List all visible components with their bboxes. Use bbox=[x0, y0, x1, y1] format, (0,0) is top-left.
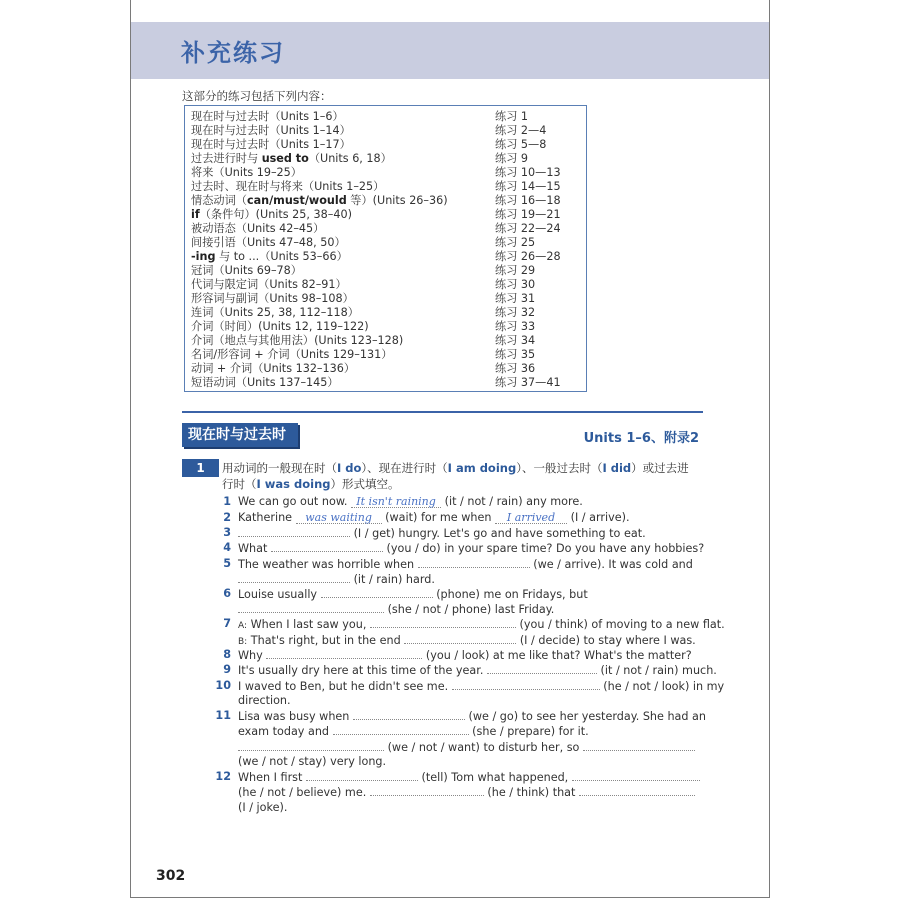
contents-exercise-ref: 练习 37—41 bbox=[495, 376, 561, 389]
contents-keyword: can/must/would bbox=[246, 194, 347, 207]
question-number: 8 bbox=[223, 648, 231, 661]
answer-blank[interactable] bbox=[452, 678, 600, 690]
question-text: (you / do) in your spare time? Do you have any hobbies? bbox=[386, 542, 705, 555]
question-text: (he / not / look) in my bbox=[603, 680, 725, 693]
contents-topic bbox=[191, 180, 384, 194]
question-number: 12 bbox=[215, 770, 231, 783]
contents-text: 过去进行时与 bbox=[191, 152, 262, 165]
answer-blank[interactable] bbox=[238, 571, 350, 583]
instr-text: ）或过去进 bbox=[631, 461, 689, 475]
contents-text: 情态动词（ bbox=[191, 194, 247, 207]
question-text: (phone) me on Fridays, but bbox=[436, 588, 588, 601]
answer-blank[interactable] bbox=[418, 556, 530, 568]
contents-topic bbox=[191, 376, 339, 390]
contents-exercise-ref: 练习 19—21 bbox=[495, 208, 561, 221]
contents-topic bbox=[191, 306, 359, 320]
answer-blank[interactable] bbox=[266, 647, 422, 659]
answer-blank[interactable] bbox=[579, 784, 695, 796]
question-number: 2 bbox=[223, 511, 231, 524]
answer-blank[interactable] bbox=[572, 769, 700, 781]
contents-text: （条件句）(Units 25, 38–40) bbox=[199, 208, 352, 221]
contents-text: 介词（时间）(Units 12, 119–122) bbox=[191, 320, 369, 333]
contents-text: 现在时与过去时（Units 1–6） bbox=[191, 110, 344, 123]
contents-exercise-ref: 练习 31 bbox=[495, 292, 536, 305]
question-text: Katherine bbox=[238, 511, 293, 524]
question-text: direction. bbox=[238, 694, 291, 707]
instr-example: I am doing bbox=[447, 461, 517, 475]
speaker-label: A: bbox=[238, 621, 248, 631]
question-number: 3 bbox=[223, 526, 231, 539]
question-text: (I / get) hungry. Let's go and have something to eat. bbox=[353, 527, 646, 540]
question-text: Why bbox=[238, 649, 263, 662]
question-text: exam today and bbox=[238, 725, 330, 738]
contents-exercise-ref: 练习 5—8 bbox=[495, 138, 547, 151]
question-text: (we / not / want) to disturb her, so bbox=[387, 741, 580, 754]
question-text: (you / think) of moving to a new flat. bbox=[519, 618, 725, 631]
answer-blank[interactable] bbox=[271, 540, 383, 552]
contents-topic bbox=[191, 264, 302, 278]
question-text: (it / rain) hard. bbox=[353, 573, 435, 586]
answer-blank[interactable] bbox=[238, 601, 384, 613]
question-text: We can go out now. bbox=[238, 495, 348, 508]
contents-topic bbox=[191, 250, 348, 264]
book-page bbox=[130, 0, 770, 898]
question-number: 1 bbox=[223, 495, 231, 508]
question-text: (I / decide) to stay where I was. bbox=[519, 634, 696, 647]
question-text: It's usually dry here at this time of the year. bbox=[238, 664, 484, 677]
contents-topic bbox=[191, 222, 324, 236]
contents-topic bbox=[191, 320, 369, 334]
question-text: (we / arrive). It was cold and bbox=[533, 558, 693, 571]
contents-table bbox=[184, 105, 587, 392]
answer-blank[interactable] bbox=[583, 739, 695, 751]
question-number: 9 bbox=[223, 663, 231, 676]
answer-blank[interactable] bbox=[404, 632, 516, 644]
question-text: That's right, but in the end bbox=[250, 634, 401, 647]
question-text: (we / go) to see her yesterday. She had an bbox=[468, 710, 707, 723]
question-text: (he / not / believe) me. bbox=[238, 786, 367, 799]
contents-text: 形容词与副词（Units 98–108） bbox=[191, 292, 354, 305]
speaker-label: B: bbox=[238, 637, 248, 647]
contents-keyword: if bbox=[191, 208, 200, 221]
exercise-number: 1 bbox=[182, 459, 219, 477]
contents-exercise-ref: 练习 26—28 bbox=[495, 250, 561, 263]
contents-exercise-ref: 练习 16—18 bbox=[495, 194, 561, 207]
contents-text: 介词（地点与其他用法）(Units 123–128) bbox=[191, 334, 404, 347]
section-units: Units 1–6、附录2 bbox=[583, 431, 699, 446]
answer-blank[interactable] bbox=[306, 769, 418, 781]
question-text: When I first bbox=[238, 771, 303, 784]
intro-text: 这部分的练习包括下列内容： bbox=[182, 89, 332, 103]
question-text: When I last saw you, bbox=[250, 618, 367, 631]
question-text: Lisa was busy when bbox=[238, 710, 350, 723]
contents-exercise-ref: 练习 33 bbox=[495, 320, 536, 333]
answer-blank[interactable]: It isn't raining bbox=[351, 496, 441, 508]
question-text: The weather was horrible when bbox=[238, 558, 415, 571]
instr-text: ）、一般过去时（ bbox=[516, 461, 603, 475]
question-text: (we / not / stay) very long. bbox=[238, 755, 387, 768]
contents-text: 等）(Units 26–36) bbox=[346, 194, 448, 207]
contents-topic bbox=[191, 278, 347, 292]
question-text: (she / prepare) for it. bbox=[472, 725, 589, 738]
contents-exercise-ref: 练习 10—13 bbox=[495, 166, 561, 179]
contents-topic bbox=[191, 166, 302, 180]
contents-exercise-ref: 练习 25 bbox=[495, 236, 536, 249]
contents-exercise-ref: 练习 34 bbox=[495, 334, 536, 347]
contents-keyword: used to bbox=[261, 152, 309, 165]
answer-blank[interactable] bbox=[321, 586, 433, 598]
instr-text: 行时（ bbox=[222, 477, 257, 491]
contents-exercise-ref: 练习 1 bbox=[495, 110, 529, 123]
instr-text: 用动词的一般现在时（ bbox=[222, 461, 337, 475]
contents-exercise-ref: 练习 14—15 bbox=[495, 180, 561, 193]
answer-blank[interactable] bbox=[370, 616, 516, 628]
answer-blank[interactable] bbox=[238, 739, 384, 751]
answer-blank[interactable]: I arrived bbox=[495, 512, 567, 524]
contents-exercise-ref: 练习 22—24 bbox=[495, 222, 561, 235]
contents-topic bbox=[191, 236, 346, 250]
question-number: 11 bbox=[215, 709, 231, 722]
question-number: 6 bbox=[223, 587, 231, 600]
contents-text: 现在时与过去时（Units 1–17） bbox=[191, 138, 351, 151]
section-title: 现在时与过去时 bbox=[182, 423, 298, 447]
contents-text: 间接引语（Units 47–48, 50） bbox=[191, 236, 346, 249]
page-number: 302 bbox=[156, 868, 186, 884]
contents-exercise-ref: 练习 9 bbox=[495, 152, 529, 165]
answer-blank[interactable] bbox=[333, 723, 469, 735]
contents-topic bbox=[191, 334, 403, 348]
contents-text: 名词/形容词 + 介词（Units 129–131） bbox=[191, 348, 393, 361]
contents-text: 代词与限定词（Units 82–91） bbox=[191, 278, 347, 291]
answer-blank[interactable] bbox=[353, 708, 465, 720]
contents-text: 现在时与过去时（Units 1–14） bbox=[191, 124, 351, 137]
contents-text: 过去时、现在时与将来（Units 1–25） bbox=[191, 180, 385, 193]
page-title: 补充练习 bbox=[181, 39, 285, 67]
contents-topic bbox=[191, 194, 448, 208]
contents-topic bbox=[191, 292, 354, 306]
question-text: (you / look) at me like that? What's the matter? bbox=[425, 649, 692, 662]
question-text: (tell) Tom what happened, bbox=[421, 771, 569, 784]
instr-text: ）形式填空。 bbox=[330, 477, 400, 491]
contents-topic bbox=[191, 362, 355, 376]
contents-text: 将来（Units 19–25） bbox=[191, 166, 302, 179]
contents-exercise-ref: 练习 35 bbox=[495, 348, 536, 361]
answer-blank[interactable] bbox=[487, 662, 597, 674]
contents-topic bbox=[191, 110, 344, 124]
question-text: What bbox=[238, 542, 268, 555]
contents-exercise-ref: 练习 36 bbox=[495, 362, 536, 375]
contents-text: 动词 + 介词（Units 132–136） bbox=[191, 362, 356, 375]
answer-blank[interactable]: was waiting bbox=[296, 512, 382, 524]
instr-text: ）、现在进行时（ bbox=[361, 461, 448, 475]
contents-topic bbox=[191, 138, 351, 152]
section-divider bbox=[182, 411, 703, 413]
contents-keyword: -ing bbox=[191, 250, 216, 263]
question-text: (wait) for me when bbox=[385, 511, 492, 524]
question-text: (he / think) that bbox=[487, 786, 576, 799]
contents-text: 被动语态（Units 42–45） bbox=[191, 222, 325, 235]
instr-example: I did bbox=[602, 461, 632, 475]
exercise-instructions bbox=[222, 460, 702, 492]
question-text: (she / not / phone) last Friday. bbox=[387, 603, 555, 616]
contents-topic bbox=[191, 208, 352, 222]
question-text: I waved to Ben, but he didn't see me. bbox=[238, 680, 449, 693]
instr-example: I was doing bbox=[256, 477, 331, 491]
contents-exercise-ref: 练习 32 bbox=[495, 306, 536, 319]
contents-topic bbox=[191, 152, 392, 166]
header-band bbox=[131, 22, 769, 79]
contents-topic bbox=[191, 348, 392, 362]
question-text: Louise usually bbox=[238, 588, 318, 601]
question-text: (it / not / rain) any more. bbox=[444, 495, 583, 508]
question-text: (I / joke). bbox=[238, 801, 288, 814]
contents-text: 与 to ...（Units 53–66） bbox=[215, 250, 348, 263]
answer-blank[interactable] bbox=[238, 525, 350, 537]
contents-topic bbox=[191, 124, 351, 138]
question-number: 7 bbox=[223, 617, 231, 630]
question-number: 10 bbox=[215, 679, 231, 692]
contents-text: 连词（Units 25, 38, 112–118） bbox=[191, 306, 359, 319]
question-number: 4 bbox=[223, 541, 231, 554]
question-number: 5 bbox=[223, 557, 231, 570]
question-text: (I / arrive). bbox=[570, 511, 630, 524]
contents-text: （Units 6, 18） bbox=[308, 152, 392, 165]
contents-text: 冠词（Units 69–78） bbox=[191, 264, 302, 277]
contents-text: 短语动词（Units 137–145） bbox=[191, 376, 339, 389]
contents-exercise-ref: 练习 2—4 bbox=[495, 124, 547, 137]
contents-exercise-ref: 练习 29 bbox=[495, 264, 536, 277]
contents-exercise-ref: 练习 30 bbox=[495, 278, 536, 291]
question-text: (it / not / rain) much. bbox=[600, 664, 717, 677]
instr-example: I do bbox=[337, 461, 362, 475]
answer-blank[interactable] bbox=[370, 784, 484, 796]
